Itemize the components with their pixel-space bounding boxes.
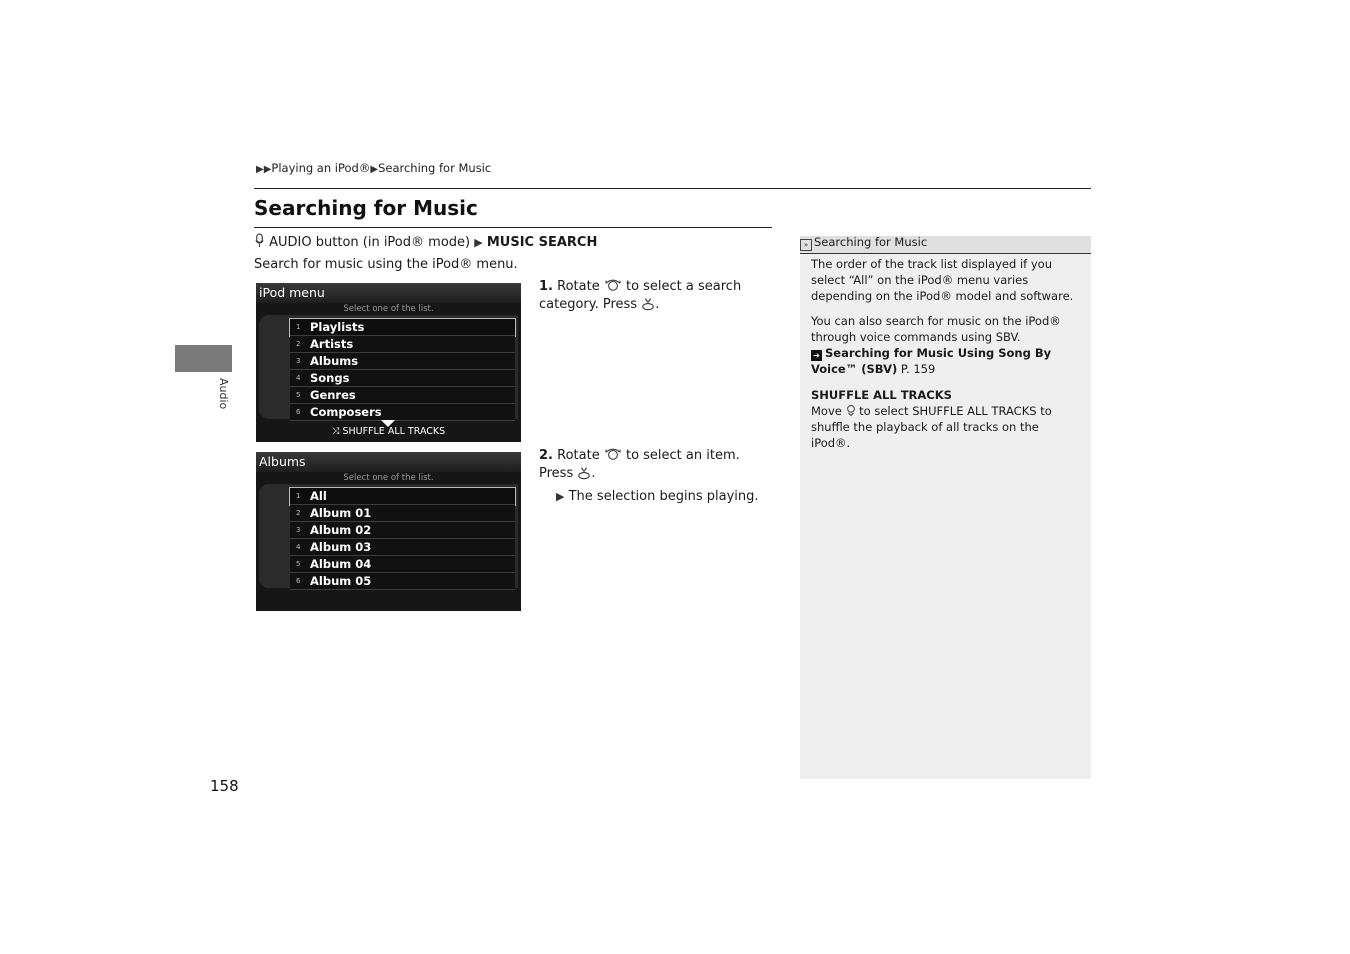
step-2: 2. Rotate to select an item. Press . xyxy=(539,448,740,481)
list-item[interactable]: 2 Artists xyxy=(290,336,515,353)
rotate-knob-icon xyxy=(604,278,622,292)
note-shuffle-title: SHUFFLE ALL TRACKS xyxy=(811,388,952,402)
menu-path xyxy=(254,233,597,250)
step-number: 1. xyxy=(539,279,553,294)
list-item[interactable]: 4 Album 03 xyxy=(290,539,515,556)
list-item[interactable]: 5 Genres xyxy=(290,387,515,404)
list-item[interactable]: 3 Albums xyxy=(290,353,515,370)
side-tab-marker xyxy=(175,345,232,372)
note-ref-icon: » xyxy=(800,239,812,251)
breadcrumb xyxy=(256,161,491,175)
screen-header: iPod menu xyxy=(256,283,521,303)
menu-path-lead: AUDIO button (in iPod® mode) xyxy=(269,235,471,250)
screen-list xyxy=(290,319,515,421)
list-item[interactable]: 2 Album 01 xyxy=(290,505,515,522)
cross-reference-link[interactable]: Searching for Music Using Song By Voice™ (SBV) xyxy=(811,346,1052,376)
shuffle-all-tracks-button[interactable]: ⤨ SHUFFLE ALL TRACKS xyxy=(331,426,446,437)
side-tab-label: Audio xyxy=(217,378,230,410)
note-paragraph-2: You can also search for music on the iPod® through voice commands using SBV. ➔ Searching for Music Using Song By Voice™ (SBV) P. 159 xyxy=(811,314,1061,376)
intro-text: Search for music using the iPod® menu. xyxy=(254,257,518,272)
move-down-icon xyxy=(846,404,856,417)
ipod-menu-screen xyxy=(256,283,521,442)
breadcrumb-item-current: Searching for Music xyxy=(378,161,492,175)
list-item[interactable]: 6 Composers xyxy=(290,404,515,421)
side-note-rule xyxy=(800,253,1091,254)
list-item[interactable]: 6 Album 05 xyxy=(290,573,515,590)
breadcrumb-arrow-icon: ▶ xyxy=(370,164,379,175)
step-2-result: ▶ The selection begins playing. xyxy=(556,489,759,504)
voice-button-icon xyxy=(254,233,265,248)
path-arrow-icon: ▶ xyxy=(474,236,483,249)
step-number: 2. xyxy=(539,448,553,463)
cross-reference-icon: ➔ xyxy=(811,350,822,361)
screen-header: Albums xyxy=(256,452,521,472)
note-paragraph-1: The order of the track list displayed if you select “All” on the iPod® menu varies depending on the iPod® model and software. xyxy=(811,257,1074,303)
page-title: Searching for Music xyxy=(254,196,478,220)
screen-list xyxy=(290,488,515,590)
menu-path-target: MUSIC SEARCH xyxy=(486,235,598,250)
list-item[interactable]: 4 Songs xyxy=(290,370,515,387)
cross-reference-page[interactable]: P. 159 xyxy=(900,362,936,376)
screen-subtitle: Select one of the list. xyxy=(343,473,434,483)
press-knob-icon xyxy=(641,297,655,311)
header-rule xyxy=(254,188,1091,189)
screen-subtitle: Select one of the list. xyxy=(343,304,434,314)
side-note-header: » Searching for Music xyxy=(800,235,927,251)
press-knob-icon xyxy=(577,466,591,480)
page-number: 158 xyxy=(210,777,239,795)
list-item[interactable]: 5 Album 04 xyxy=(290,556,515,573)
breadcrumb-arrow-icon: ▶▶ xyxy=(256,164,272,175)
list-item[interactable]: 3 Album 02 xyxy=(290,522,515,539)
rotate-knob-icon xyxy=(604,447,622,461)
title-rule xyxy=(254,227,772,228)
step-1: 1. Rotate to select a search category. Press . xyxy=(539,279,742,312)
albums-screen xyxy=(256,452,521,611)
note-shuffle: SHUFFLE ALL TRACKS Move to select SHUFFLE ALL TRACKS to shuffle the playback of all tracks on the iPod®. xyxy=(811,388,1052,450)
list-item[interactable]: 1 Playlists xyxy=(290,319,515,336)
result-arrow-icon: ▶ xyxy=(556,490,565,503)
breadcrumb-item-ipod[interactable]: Playing an iPod® xyxy=(271,161,371,175)
list-item[interactable]: 1 All xyxy=(290,488,515,505)
